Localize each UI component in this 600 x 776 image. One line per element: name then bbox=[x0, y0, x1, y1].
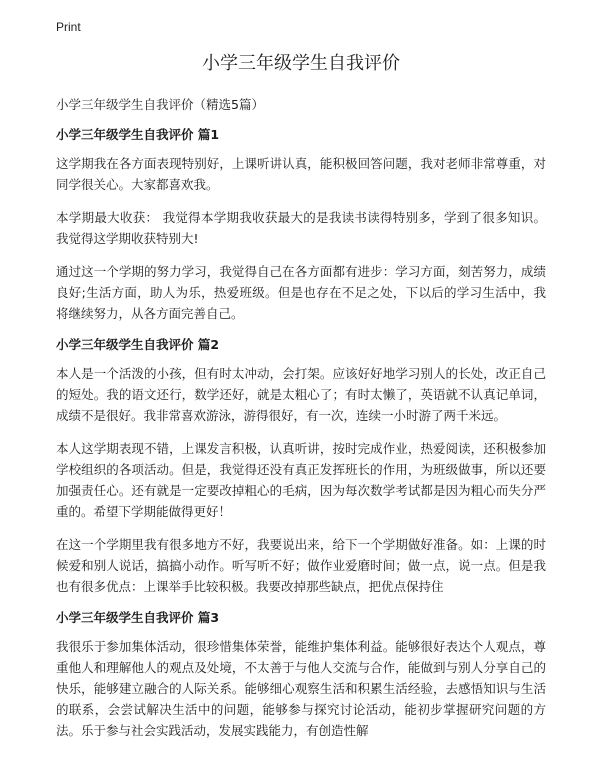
section-1 bbox=[56, 126, 546, 324]
page-title: 小学三年级学生自我评价 bbox=[202, 53, 400, 74]
section-heading: 小学三年级学生自我评价 篇3 bbox=[56, 610, 220, 625]
paragraph: 本人是一个活泼的小孩，但有时太冲动，会打架。应该好好地学习别人的长处，改正自己的短处。我的语文还行，数学还好，就是太粗心了；有时太懒了，英语就不认真记单词，成绩不是很好。我非常喜欢游泳，游得很好，有一次，连续一小时游了两千米远。 bbox=[56, 366, 546, 423]
paragraph: 在这一个学期里我有很多地方不好，我要说出来，给下一个学期做好准备。如：上课的时候爱和别人说话，搞搞小动作。听写听不好；做作业爱磨时间；做一点，说一点。但是我也有很多优点：上课举手比较积极。我要改掉那些缺点，把优点保持住 bbox=[56, 537, 546, 594]
paragraph: 我很乐于参加集体活动，很珍惜集体荣誉，能维护集体利益。能够很好表达个人观点，尊重他人和理解他人的观点及处境，不太善于与他人交流与合作，能做到与别人分享自己的快乐，能够建立融合的人际关系。能够细心观察生活和积累生活经验，去感悟知识与生活的联系，会尝试解决生活中的问题，能够参与探究讨论活动，能初步掌握研究问题的方法。乐于参与社会实践活动，发展实践能力，有创造性解 bbox=[56, 639, 546, 738]
paragraph: 本学期最大收获： 我觉得本学期我收获最大的是我读书读得特别多，学到了很多知识。 我觉得这学期收获特别大! bbox=[56, 210, 546, 246]
paragraph: 这学期我在各方面表现特别好，上课听讲认真，能积极回答问题，我对老师非常尊重，对同学很关心。大家都喜欢我。 bbox=[56, 156, 546, 192]
document-page bbox=[56, 52, 546, 753]
print-link[interactable]: Print bbox=[56, 20, 81, 34]
section-heading: 小学三年级学生自我评价 篇2 bbox=[56, 337, 220, 352]
paragraph: 本人这学期表现不错，上课发言积极，认真听讲，按时完成作业，热爱阅读，还积极参加学校组织的各项活动。但是，我觉得还没有真正发挥班长的作用，为班级做事，所以还要加强责任心。还有就是一定要改掉粗心的毛病，因为每次数学考试都是因为粗心而失分严重的。希望下学期能做得更好！ bbox=[56, 441, 546, 519]
section-2 bbox=[56, 336, 546, 597]
section-3 bbox=[56, 609, 546, 741]
section-heading: 小学三年级学生自我评价 篇1 bbox=[56, 127, 220, 142]
document-subtitle: 小学三年级学生自我评价（精选5篇） bbox=[56, 97, 264, 112]
paragraph: 通过这一个学期的努力学习，我觉得自己在各方面都有进步：学习方面，刻苦努力，成绩良好;生活方面，助人为乐，热爱班级。但是也存在不足之处，下以后的学习生活中，我将继续努力，从各方面完善自己。 bbox=[56, 264, 546, 321]
